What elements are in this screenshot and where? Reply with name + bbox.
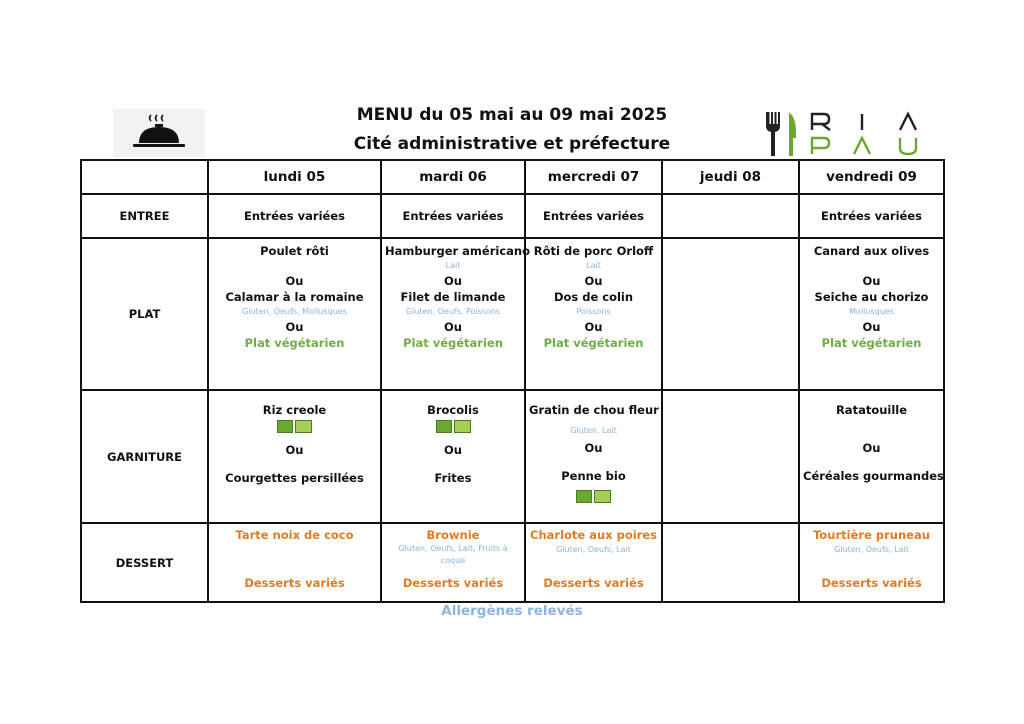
dish: Filet de limande bbox=[400, 290, 506, 304]
or-text: Ou bbox=[285, 274, 304, 288]
dish: Dos de colin bbox=[553, 290, 634, 304]
dessert-dish: Desserts variés bbox=[543, 576, 644, 590]
day-header: jeudi 08 bbox=[662, 160, 799, 194]
allergen-text: Gluten, Oeufs, Mollusques bbox=[242, 307, 347, 316]
dish: Ratatouille bbox=[835, 403, 908, 417]
or-text: Ou bbox=[584, 441, 603, 455]
dish: Gratin de chou fleur bbox=[529, 403, 659, 417]
plat-row bbox=[81, 238, 944, 390]
dessert-dish: Desserts variés bbox=[821, 576, 922, 590]
allergen-text: Gluten, Lait bbox=[570, 426, 617, 435]
garniture-row bbox=[81, 390, 944, 523]
ria-pau-logo bbox=[762, 108, 944, 160]
entree-cell: Entrées variées bbox=[208, 194, 381, 238]
corner-cell bbox=[81, 160, 208, 194]
or-text: Ou bbox=[584, 320, 603, 334]
allergen-text: Mollusques bbox=[849, 307, 894, 316]
vegetarian-dish: Plat végétarien bbox=[821, 336, 922, 350]
or-text: Ou bbox=[444, 443, 462, 457]
plat-cell-mercredi bbox=[525, 238, 662, 390]
dish: Seiche au chorizo bbox=[814, 290, 929, 304]
dessert-dish: Tarte noix de coco bbox=[235, 528, 354, 542]
cloche-icon bbox=[113, 109, 205, 157]
dish: Poulet rôti bbox=[260, 244, 329, 258]
dessert-cell-mardi bbox=[381, 523, 525, 602]
plat-cell-lundi bbox=[208, 238, 381, 390]
or-text: Ou bbox=[584, 274, 603, 288]
row-label-dessert: DESSERT bbox=[81, 523, 208, 602]
garniture-cell-vendredi bbox=[799, 390, 944, 523]
allergen-text: Gluten, Oeufs, Poissons bbox=[405, 307, 501, 316]
dish: Riz creole bbox=[262, 403, 327, 417]
garniture-cell-lundi bbox=[208, 390, 381, 523]
bio-label-icon bbox=[436, 420, 471, 433]
entree-cell: Entrées variées bbox=[799, 194, 944, 238]
row-label-entree: ENTREE bbox=[81, 194, 208, 238]
vegetarian-dish: Plat végétarien bbox=[244, 336, 345, 350]
vegetarian-dish: Plat végétarien bbox=[403, 336, 503, 350]
plat-cell-jeudi bbox=[662, 238, 799, 390]
dish: Céréales gourmandes bbox=[803, 469, 944, 483]
plat-cell-mardi bbox=[381, 238, 530, 390]
entree-cell: Entrées variées bbox=[525, 194, 662, 238]
or-text: Ou bbox=[285, 320, 304, 334]
entree-row bbox=[81, 194, 944, 238]
or-text: Ou bbox=[444, 320, 462, 334]
dessert-dish: Brownie bbox=[426, 528, 480, 542]
dessert-row bbox=[81, 523, 944, 602]
plat-cell-vendredi bbox=[799, 238, 944, 390]
dish: Canard aux olives bbox=[813, 244, 930, 258]
or-text: Ou bbox=[285, 443, 304, 457]
row-label-garniture: GARNITURE bbox=[81, 390, 208, 523]
allergen-text: Poissons bbox=[576, 307, 611, 316]
or-text: Ou bbox=[862, 441, 881, 455]
cloche-logo bbox=[113, 109, 205, 157]
garniture-cell-jeudi bbox=[662, 390, 799, 523]
dessert-cell-lundi bbox=[208, 523, 381, 602]
dessert-dish: Charlote aux poires bbox=[530, 528, 657, 542]
page-subtitle: Cité administrative et préfecture bbox=[353, 134, 671, 154]
garniture-cell-mercredi bbox=[525, 390, 662, 523]
allergen-text: Gluten, Oeufs, Lait bbox=[834, 545, 909, 554]
day-header: lundi 05 bbox=[208, 160, 381, 194]
garniture-cell-mardi bbox=[381, 390, 525, 523]
dish: Rôti de porc Orloff bbox=[533, 244, 654, 258]
dish: Brocolis bbox=[427, 403, 479, 417]
dish: Hamburger américano bbox=[385, 244, 530, 258]
or-text: Ou bbox=[444, 274, 462, 288]
menu-table bbox=[80, 159, 945, 603]
row-label-plat: PLAT bbox=[81, 238, 208, 390]
dessert-cell-jeudi bbox=[662, 523, 799, 602]
allergen-text: Gluten, Oeufs, Lait bbox=[556, 545, 631, 554]
entree-cell bbox=[662, 194, 799, 238]
allergen-text: Gluten, Oeufs, Lait, Fruits à coque bbox=[398, 544, 508, 565]
day-header: vendredi 09 bbox=[799, 160, 944, 194]
bio-label-icon bbox=[277, 420, 312, 433]
dish: Penne bio bbox=[561, 469, 626, 483]
allergen-text: Lait bbox=[586, 261, 601, 270]
page-title: MENU du 05 mai au 09 mai 2025 bbox=[356, 105, 668, 125]
or-text: Ou bbox=[862, 274, 881, 288]
day-header: mercredi 07 bbox=[525, 160, 662, 194]
dessert-cell-mercredi bbox=[525, 523, 662, 602]
days-header-row bbox=[81, 160, 944, 194]
dessert-dish: Desserts variés bbox=[402, 576, 504, 590]
dish: Courgettes persillées bbox=[225, 471, 364, 485]
vegetarian-dish: Plat végétarien bbox=[543, 336, 644, 350]
dessert-cell-vendredi bbox=[799, 523, 944, 602]
day-header: mardi 06 bbox=[381, 160, 525, 194]
dessert-dish: Tourtière pruneau bbox=[813, 528, 930, 542]
entree-cell: Entrées variées bbox=[381, 194, 525, 238]
or-text: Ou bbox=[862, 320, 881, 334]
fork-knife-icon bbox=[762, 108, 944, 160]
dessert-dish: Desserts variés bbox=[244, 576, 345, 590]
allergen-footer: Allergènes relevés bbox=[441, 603, 583, 619]
allergen-text: Lait bbox=[445, 261, 461, 270]
dish: Frites bbox=[434, 471, 472, 485]
bio-label-icon bbox=[576, 490, 611, 503]
dish: Calamar à la romaine bbox=[225, 290, 364, 304]
